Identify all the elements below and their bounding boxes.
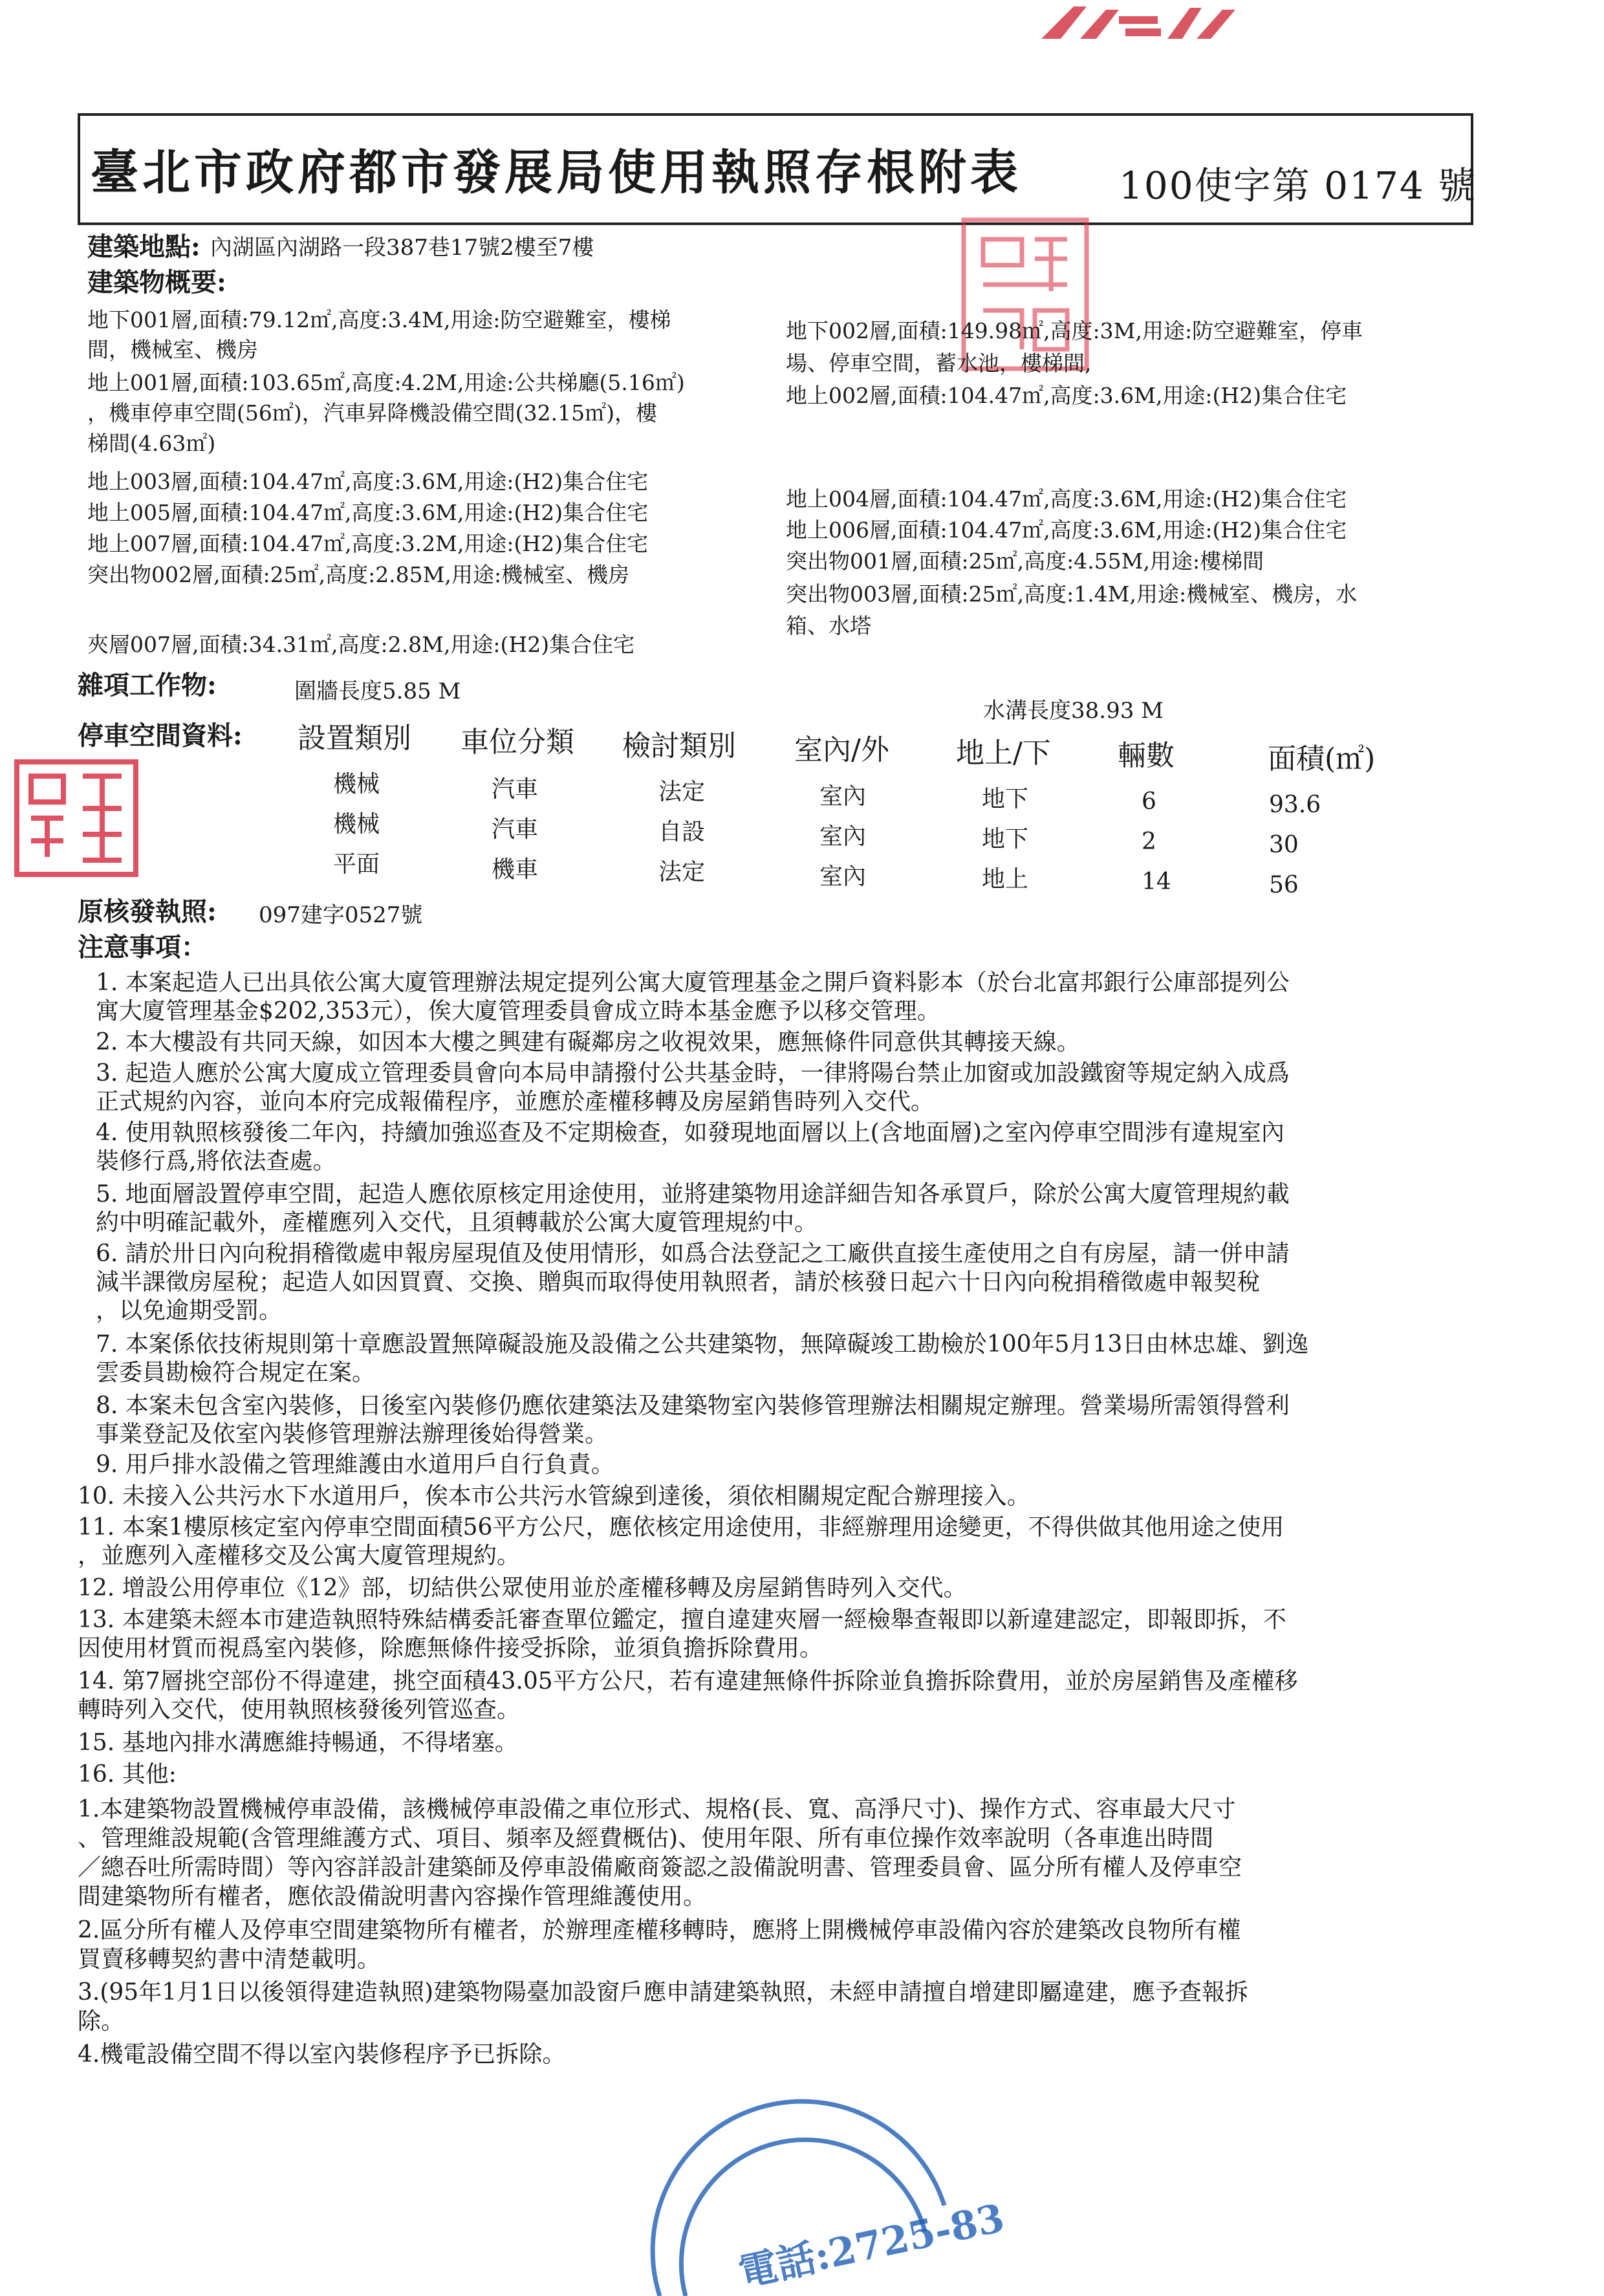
note-line: 15. 基地內排水溝應維持暢通，不得堵塞。	[78, 1729, 518, 1756]
notes-label: 注意事項：	[78, 932, 207, 962]
site-label: 建築地點:	[87, 232, 200, 262]
overview-left-line: 地上007層,面積:104.47㎡,高度:3.2M,用途:(H2)集合住宅	[87, 531, 649, 556]
parking-cell: 室內	[819, 823, 867, 850]
parking-cell: 地下	[982, 826, 1029, 852]
parking-cell: 法定	[658, 779, 706, 805]
parking-cell: 地上	[982, 866, 1029, 893]
overview-left-line: 地上005層,面積:104.47㎡,高度:3.6M,用途:(H2)集合住宅	[87, 500, 649, 525]
note-line: 寓大廈管理基金$202,353元），俟大廈管理委員會成立時本基金應予以移交管理。	[96, 998, 940, 1024]
note-line: 16. 其他:	[78, 1761, 177, 1788]
note-line: 1.本建築物設置機械停車設備，該機械停車設備之車位形式、規格(長、寬、高淨尺寸)、操作方式、容車最大尺寸	[78, 1796, 1236, 1823]
parking-header: 檢討類別	[622, 730, 736, 763]
note-line: 11. 本案1樓原核定室內停車空間面積56平方公尺，應依核定用途使用，非經辦理用途變更，不得供做其他用途之使用	[78, 1514, 1284, 1541]
overview-right-line: 地上002層,面積:104.47㎡,高度:3.6M,用途:(H2)集合住宅	[786, 383, 1347, 408]
note-line: 雲委員勘檢符合規定在案。	[96, 1359, 376, 1386]
overview-right-line: 地上004層,面積:104.47㎡,高度:3.6M,用途:(H2)集合住宅	[786, 486, 1347, 512]
parking-cell: 機械	[333, 771, 380, 797]
overview-left-line: ，機車停車空間(56㎡)，汽車昇降機設備空間(32.15㎡)，樓	[87, 400, 657, 426]
parking-label: 停車空間資料:	[78, 720, 243, 751]
note-line: ，以免逾期受罰。	[96, 1297, 283, 1324]
note-line: 9. 用戶排水設備之管理維護由水道用戶自行負責。	[96, 1451, 614, 1478]
note-line: 減半課徵房屋稅；起造人如因買賣、交換、贈與而取得使用執照者，請於核發日起六十日內向稅捐稽徵處申報契稅	[96, 1269, 1261, 1295]
misc-label: 雜項工作物:	[78, 670, 217, 700]
parking-cell: 自設	[658, 819, 706, 845]
overview-right-line: 突出物003層,面積:25㎡,高度:1.4M,用途:機械室、機房，水	[786, 581, 1358, 607]
note-line: 4. 使用執照核發後二年內，持續加強巡查及不定期檢查，如發現地面層以上(含地面層)之室內停車空間涉有違規室內	[96, 1120, 1284, 1146]
note-line: 5. 地面層設置停車空間，起造人應依原核定用途使用，並將建築物用途詳細告知各承買戶，除於公寓大廈管理規約載	[96, 1181, 1290, 1208]
overview-left-line: 間，機械室、機房	[87, 337, 258, 362]
parking-header: 地上/下	[956, 737, 1051, 770]
note-line: 3. 起造人應於公寓大廈成立管理委員會向本局申請撥付公共基金時，一律將陽台禁止加窗或加設鐵窗等規定納入成爲	[96, 1060, 1290, 1087]
overview-right-line: 突出物001層,面積:25㎡,高度:4.55M,用途:樓梯間	[786, 548, 1264, 574]
parking-cell: 6	[1142, 788, 1156, 815]
overview-right-line: 地上006層,面積:104.47㎡,高度:3.6M,用途:(H2)集合住宅	[786, 517, 1347, 543]
parking-cell: 機車	[492, 856, 539, 883]
site-value: 內湖區內湖路一段387巷17號2樓至7樓	[210, 235, 594, 261]
parking-cell: 汽車	[492, 776, 539, 803]
parking-header: 面積(㎡)	[1268, 742, 1376, 775]
parking-header: 設置類別	[298, 722, 411, 755]
overview-left-line: 突出物002層,面積:25㎡,高度:2.85M,用途:機械室、機房	[87, 562, 630, 587]
overview-right-line: 箱、水塔	[786, 613, 871, 638]
overview-left-line: 地上001層,面積:103.65㎡,高度:4.2M,用途:公共梯廳(5.16㎡)	[87, 370, 685, 395]
overview-left-line: 梯間(4.63㎡)	[87, 431, 216, 456]
note-line: 12. 增設公用停車位《12》部，切結供公眾使用並於產權移轉及房屋銷售時列入交代。	[78, 1575, 967, 1601]
parking-cell: 14	[1142, 869, 1171, 895]
parking-cell: 平面	[333, 851, 380, 878]
note-line: 約中明確記載外，產權應列入交代，且須轉載於公寓大廈管理規約中。	[96, 1209, 818, 1236]
note-line: 8. 本案未包含室內裝修，日後室內裝修仍應依建築法及建築物室內裝修管理辦法相關規定辦理。營業場所需領得營利	[96, 1392, 1290, 1419]
note-line: ，並應列入產權移交及公寓大廈管理規約。	[78, 1543, 521, 1569]
blue-round-stamp	[647, 2128, 1008, 2296]
note-line: 事業登記及依室內裝修管理辦法辦理後始得營業。	[96, 1421, 609, 1447]
parking-cell: 30	[1269, 832, 1299, 858]
parking-cell: 汽車	[492, 816, 539, 843]
note-line: 除。	[78, 2008, 125, 2035]
parking-cell: 2	[1142, 829, 1156, 855]
red-seal-left	[12, 757, 141, 880]
overview-label: 建築物概要:	[87, 267, 226, 298]
overview-left-line: 地下001層,面積:79.12㎡,高度:3.4M,用途:防空避難室，樓梯	[87, 307, 671, 332]
note-line: 間建築物所有權者，應依設備說明書內容操作管理維護使用。	[78, 1883, 707, 1910]
parking-cell: 93.6	[1269, 792, 1321, 818]
note-line: 轉時列入交代，使用執照核發後列管巡查。	[78, 1696, 521, 1723]
stamp-phone-text: 電話:2725-83	[734, 2195, 1008, 2296]
note-line: ／總吞吐所需時間）等內容詳設計建築師及停車設備廠商簽認之設備說明書、管理委員會、區分所有權人及停車空	[78, 1854, 1242, 1881]
overview-left-line: 夾層007層,面積:34.31㎡,高度:2.8M,用途:(H2)集合住宅	[87, 632, 635, 657]
red-stamp-top	[1035, 0, 1248, 45]
note-line: 2. 本大樓設有共同天線，如因本大樓之興建有礙鄰房之收視效果，應無條件同意供其轉接天線。	[96, 1029, 1080, 1056]
parking-header: 輛數	[1118, 739, 1175, 772]
note-line: 13. 本建築未經本市建造執照特殊結構委託審查單位鑑定，擅自違建夾層一經檢舉查報即以新違建認定，即報即拆，不	[78, 1607, 1286, 1633]
parking-header: 車位分類	[461, 726, 574, 759]
parking-cell: 室內	[819, 783, 867, 810]
parking-cell: 室內	[819, 863, 867, 890]
note-line: 因使用材質而視爲室內裝修，除應無條件接受拆除，並須負擔拆除費用。	[78, 1635, 823, 1662]
note-line: 、管理維設規範(含管理維護方式、項目、頻率及經費概估)、使用年限、所有車位操作效率說明（各車進出時間	[78, 1825, 1214, 1852]
original-permit-value: 097建字0527號	[259, 902, 423, 928]
note-line: 3.(95年1月1日以後領得建造執照)建築物陽臺加設窗戶應申請建築執照，未經申請擅自增建即屬違建，應予查報拆	[78, 1979, 1249, 2006]
parking-cell: 法定	[658, 859, 706, 885]
note-line: 7. 本案係依技術規則第十章應設置無障礙設施及設備之公共建築物，無障礙竣工勘檢於100年5月13日由林忠雄、劉逸	[96, 1331, 1309, 1358]
note-line: 4.機電設備空間不得以室內裝修程序予已拆除。	[78, 2041, 566, 2068]
note-line: 買賣移轉契約書中清楚載明。	[78, 1946, 381, 1973]
original-permit-label: 原核發執照:	[78, 896, 217, 927]
note-line: 裝修行爲,將依法查處。	[96, 1148, 336, 1175]
overview-right-line: 地下002層,面積:149.98㎡,高度:3M,用途:防空避難室，停車	[786, 318, 1363, 343]
overview-right-line: 場、停車空間，蓄水池，樓梯間,	[786, 351, 1092, 376]
note-line: 14. 第7層挑空部份不得違建，挑空面積43.05平方公尺，若有違建無條件拆除並負擔拆除費用，並於房屋銷售及產權移	[78, 1668, 1298, 1695]
overview-left-line: 地上003層,面積:104.47㎡,高度:3.6M,用途:(H2)集合住宅	[87, 469, 649, 494]
note-line: 1. 本案起造人已出具依公寓大廈管理辦法規定提列公寓大廈管理基金之開戶資料影本（於台北富邦銀行公庫部提列公	[96, 969, 1290, 996]
permit-number: 100使字第 0174 號	[1119, 164, 1477, 208]
parking-header: 室內/外	[794, 733, 889, 766]
misc-wall: 圍牆長度5.85 M	[294, 678, 461, 704]
parking-cell: 56	[1269, 872, 1299, 898]
note-line: 2.區分所有權人及停車空間建築物所有權者，於辦理產權移轉時，應將上開機械停車設備內容於建築改良物所有權	[78, 1917, 1241, 1944]
note-line: 正式規約內容，並向本府完成報備程序，並應於產權移轉及房屋銷售時列入交代。	[96, 1088, 935, 1115]
note-line: 6. 請於卅日內向稅捐稽徵處申報房屋現值及使用情形，如爲合法登記之工廠供直接生產使用之自有房屋，請一併申請	[96, 1240, 1290, 1267]
parking-cell: 機械	[333, 811, 380, 838]
note-line: 10. 未接入公共污水下水道用戶，俟本市公共污水管線到達後，須依相關規定配合辦理接入。	[78, 1483, 1030, 1510]
parking-cell: 地下	[982, 786, 1029, 812]
document-title: 臺北市政府都市發展局使用執照存根附表	[91, 145, 1022, 200]
misc-ditch: 水溝長度38.93 M	[983, 698, 1164, 724]
